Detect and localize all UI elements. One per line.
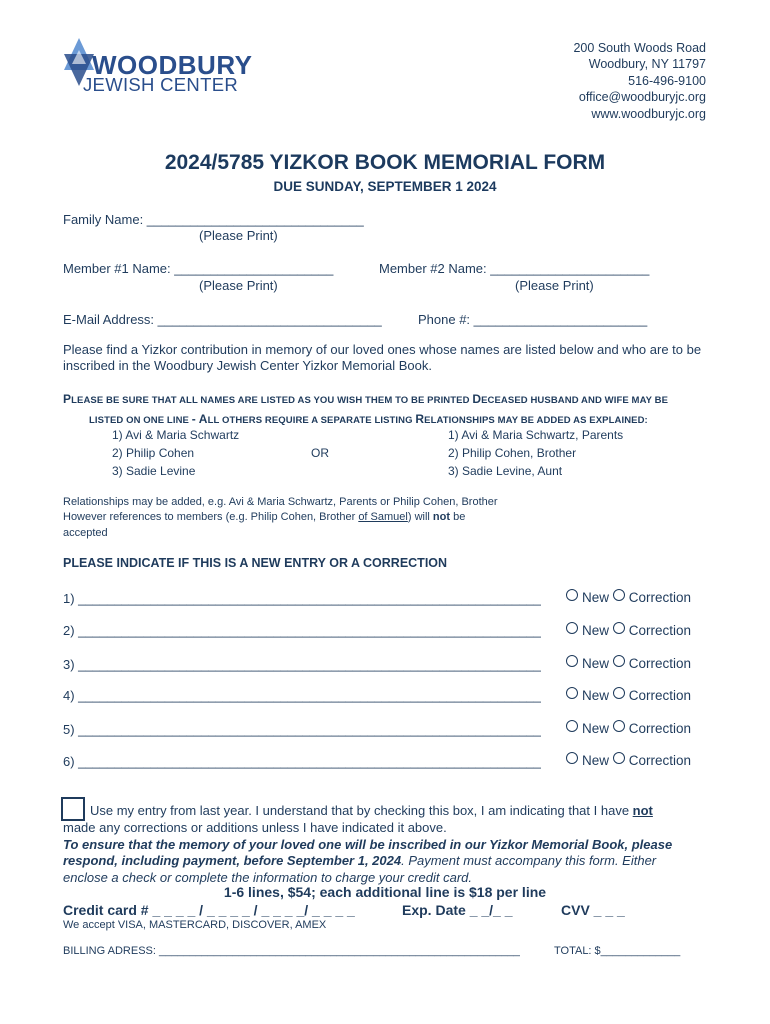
relationships-note: Relationships may be added, e.g. Avi & Maria Schwartz, Parents or Philip Cohen, Brother However references to members (e.g. Philip Cohen, Brother of Samuel) will not be accepted [63, 496, 498, 539]
entry-line-5[interactable]: 5) ________________________________________________________________ [63, 722, 541, 737]
billing-address-field[interactable]: BILLING ADRESS: ___________________________________________________________ [63, 945, 520, 957]
entry-options-6: New Correction [566, 752, 691, 768]
member1-name-hint: (Please Print) [199, 278, 278, 293]
intro-paragraph: Please find a Yizkor contribution in memory of our loved ones whose names are listed below and who are to be inscribed in the Woodbury Jewish Center Yizkor Memorial Book. [63, 342, 702, 373]
exp-date-field[interactable]: Exp. Date _ _/_ _ [402, 902, 513, 918]
entry-line-2[interactable]: 2) ________________________________________________________________ [63, 623, 541, 638]
new-radio-6[interactable] [566, 752, 578, 764]
entry-line-3[interactable]: 3) ________________________________________________________________ [63, 657, 541, 672]
correction-radio-6[interactable] [613, 752, 625, 764]
email-field[interactable]: E-Mail Address: _______________________________ [63, 312, 382, 327]
phone-field[interactable]: Phone #: ________________________ [418, 312, 648, 327]
address-website[interactable]: www.woodburyjc.org [591, 106, 706, 121]
form-title: 2024/5785 YIZKOR BOOK MEMORIAL FORM [164, 151, 606, 174]
ensure-paragraph: To ensure that the memory of your loved one will be inscribed in our Yizkor Memorial Book, please respond, including payment, before September 1, 2024. Payment must accompany this form. Either enclose a check or complete the information to charge your credit card. [63, 837, 673, 885]
correction-radio-3[interactable] [613, 655, 625, 667]
entry-options-1: New Correction [566, 589, 691, 605]
example-left-1: 1) Avi & Maria Schwartz [112, 428, 240, 442]
example-right-1: 1) Avi & Maria Schwartz, Parents [448, 428, 624, 442]
member1-name-field[interactable]: Member #1 Name: ______________________ [63, 261, 334, 276]
entry-options-3: New Correction [566, 655, 691, 671]
address-street: 200 South Woods Road [573, 41, 706, 55]
logo-text-woodbury: WOODBURY [92, 50, 253, 80]
entry-options-4: New Correction [566, 687, 691, 703]
example-left-2: 2) Philip Cohen [112, 446, 195, 460]
new-radio-5[interactable] [566, 720, 578, 732]
instructions-line-1: PLEASE BE SURE THAT ALL NAMES ARE LISTED AS YOU WISH THEM TO BE PRINTED DECEASED HUSBAND AND WIFE MAY BE [63, 392, 669, 406]
instructions-line-2: LISTED ON ONE LINE - ALL OTHERS REQUIRE A SEPARATE LISTING RELATIONSHIPS MAY BE ADDED AS EXPLAINED: [89, 412, 648, 426]
member2-name-hint: (Please Print) [515, 278, 594, 293]
entry-options-2: New Correction [566, 622, 691, 638]
correction-radio-2[interactable] [613, 622, 625, 634]
new-radio-1[interactable] [566, 589, 578, 601]
correction-radio-1[interactable] [613, 589, 625, 601]
logo [58, 36, 268, 96]
new-radio-4[interactable] [566, 687, 578, 699]
credit-card-field[interactable]: Credit card # _ _ _ _ / _ _ _ _ / _ _ _ _/ _ _ _ _ [63, 902, 355, 918]
accepted-cards: We accept VISA, MASTERCARD, DISCOVER, AMEX [63, 919, 327, 931]
entry-line-4[interactable]: 4) ________________________________________________________________ [63, 688, 541, 703]
total-field[interactable]: TOTAL: $_____________ [554, 945, 681, 957]
entry-heading: PLEASE INDICATE IF THIS IS A NEW ENTRY OR A CORRECTION [63, 556, 448, 570]
member2-name-field[interactable]: Member #2 Name: ______________________ [379, 261, 650, 276]
example-right-2: 2) Philip Cohen, Brother [448, 446, 577, 460]
last-year-text-1: Use my entry from last year. I understand that by checking this box, I am indicating that I have not [90, 803, 653, 818]
address-email[interactable]: office@woodburyjc.org [578, 90, 706, 105]
new-radio-2[interactable] [566, 622, 578, 634]
entry-options-5: New Correction [566, 720, 691, 736]
correction-radio-5[interactable] [613, 720, 625, 732]
cvv-field[interactable]: CVV _ _ _ [561, 902, 625, 918]
instructions-note [63, 390, 713, 430]
address-block [446, 40, 706, 122]
entry-line-6[interactable]: 6) ________________________________________________________________ [63, 754, 541, 769]
address-city: Woodbury, NY 11797 [588, 57, 706, 72]
entry-line-1[interactable]: 1) ________________________________________________________________ [63, 591, 541, 606]
correction-radio-4[interactable] [613, 687, 625, 699]
due-date: DUE SUNDAY, SEPTEMBER 1 2024 [273, 179, 497, 194]
family-name-hint: (Please Print) [199, 228, 278, 243]
logo-text-jewish-center: JEWISH CENTER [83, 74, 238, 95]
address-phone: 516-496-9100 [628, 73, 706, 88]
new-radio-3[interactable] [566, 655, 578, 667]
example-or: OR [311, 446, 329, 460]
pricing: 1-6 lines, $54; each additional line is $18 per line [223, 884, 547, 900]
use-last-year-checkbox[interactable] [61, 797, 85, 821]
example-left-3: 3) Sadie Levine [112, 464, 196, 478]
family-name-field[interactable]: Family Name: ______________________________ [63, 212, 364, 227]
last-year-text-2: made any corrections or additions unless I have indicated it above. [63, 820, 447, 835]
example-right-3: 3) Sadie Levine, Aunt [448, 464, 563, 478]
